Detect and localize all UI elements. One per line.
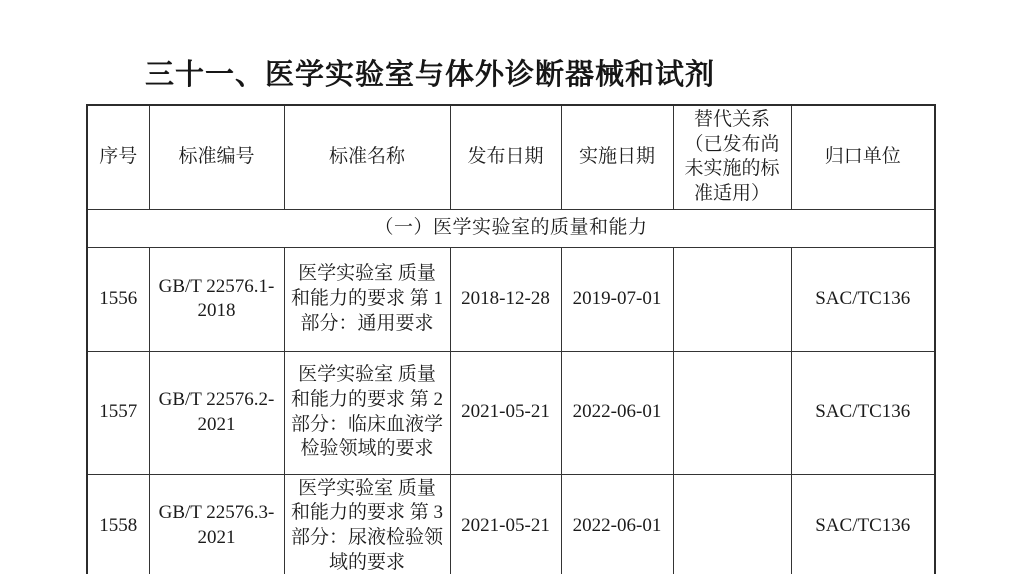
standards-table bbox=[86, 104, 936, 574]
cell-index: 1558 bbox=[87, 474, 149, 574]
cell-impl-date: 2022-06-01 bbox=[561, 474, 673, 574]
column-header-unit: 归口单位 bbox=[791, 105, 935, 209]
column-header-index: 序号 bbox=[87, 105, 149, 209]
column-header-name: 标准名称 bbox=[284, 105, 450, 209]
cell-replace bbox=[673, 247, 791, 351]
column-header-impl-date: 实施日期 bbox=[561, 105, 673, 209]
column-header-replace: 替代关系（已发布尚未实施的标准适用） bbox=[673, 105, 791, 209]
column-header-code: 标准编号 bbox=[149, 105, 284, 209]
section-row bbox=[87, 209, 935, 247]
cell-code: GB/T 22576.2-2021 bbox=[149, 351, 284, 474]
cell-code: GB/T 22576.3-2021 bbox=[149, 474, 284, 574]
cell-index: 1557 bbox=[87, 351, 149, 474]
cell-name: 医学实验室 质量和能力的要求 第 3 部分：尿液检验领域的要求 bbox=[284, 474, 450, 574]
table-row bbox=[87, 351, 935, 474]
cell-replace bbox=[673, 474, 791, 574]
cell-unit: SAC/TC136 bbox=[791, 351, 935, 474]
cell-pub-date: 2021-05-21 bbox=[450, 351, 561, 474]
cell-impl-date: 2022-06-01 bbox=[561, 351, 673, 474]
cell-index: 1556 bbox=[87, 247, 149, 351]
cell-name: 医学实验室 质量和能力的要求 第 2 部分：临床血液学检验领域的要求 bbox=[284, 351, 450, 474]
cell-impl-date: 2019-07-01 bbox=[561, 247, 673, 351]
cell-replace bbox=[673, 351, 791, 474]
cell-pub-date: 2021-05-21 bbox=[450, 474, 561, 574]
cell-unit: SAC/TC136 bbox=[791, 247, 935, 351]
column-header-pub-date: 发布日期 bbox=[450, 105, 561, 209]
cell-name: 医学实验室 质量和能力的要求 第 1 部分：通用要求 bbox=[284, 247, 450, 351]
table-row bbox=[87, 247, 935, 351]
section-title: （一）医学实验室的质量和能力 bbox=[87, 209, 935, 247]
cell-unit: SAC/TC136 bbox=[791, 474, 935, 574]
table-header-row bbox=[87, 105, 935, 209]
page-title: 三十一、医学实验室与体外诊断器械和试剂 bbox=[145, 59, 716, 91]
table-row bbox=[87, 474, 935, 574]
cell-code: GB/T 22576.1-2018 bbox=[149, 247, 284, 351]
cell-pub-date: 2018-12-28 bbox=[450, 247, 561, 351]
